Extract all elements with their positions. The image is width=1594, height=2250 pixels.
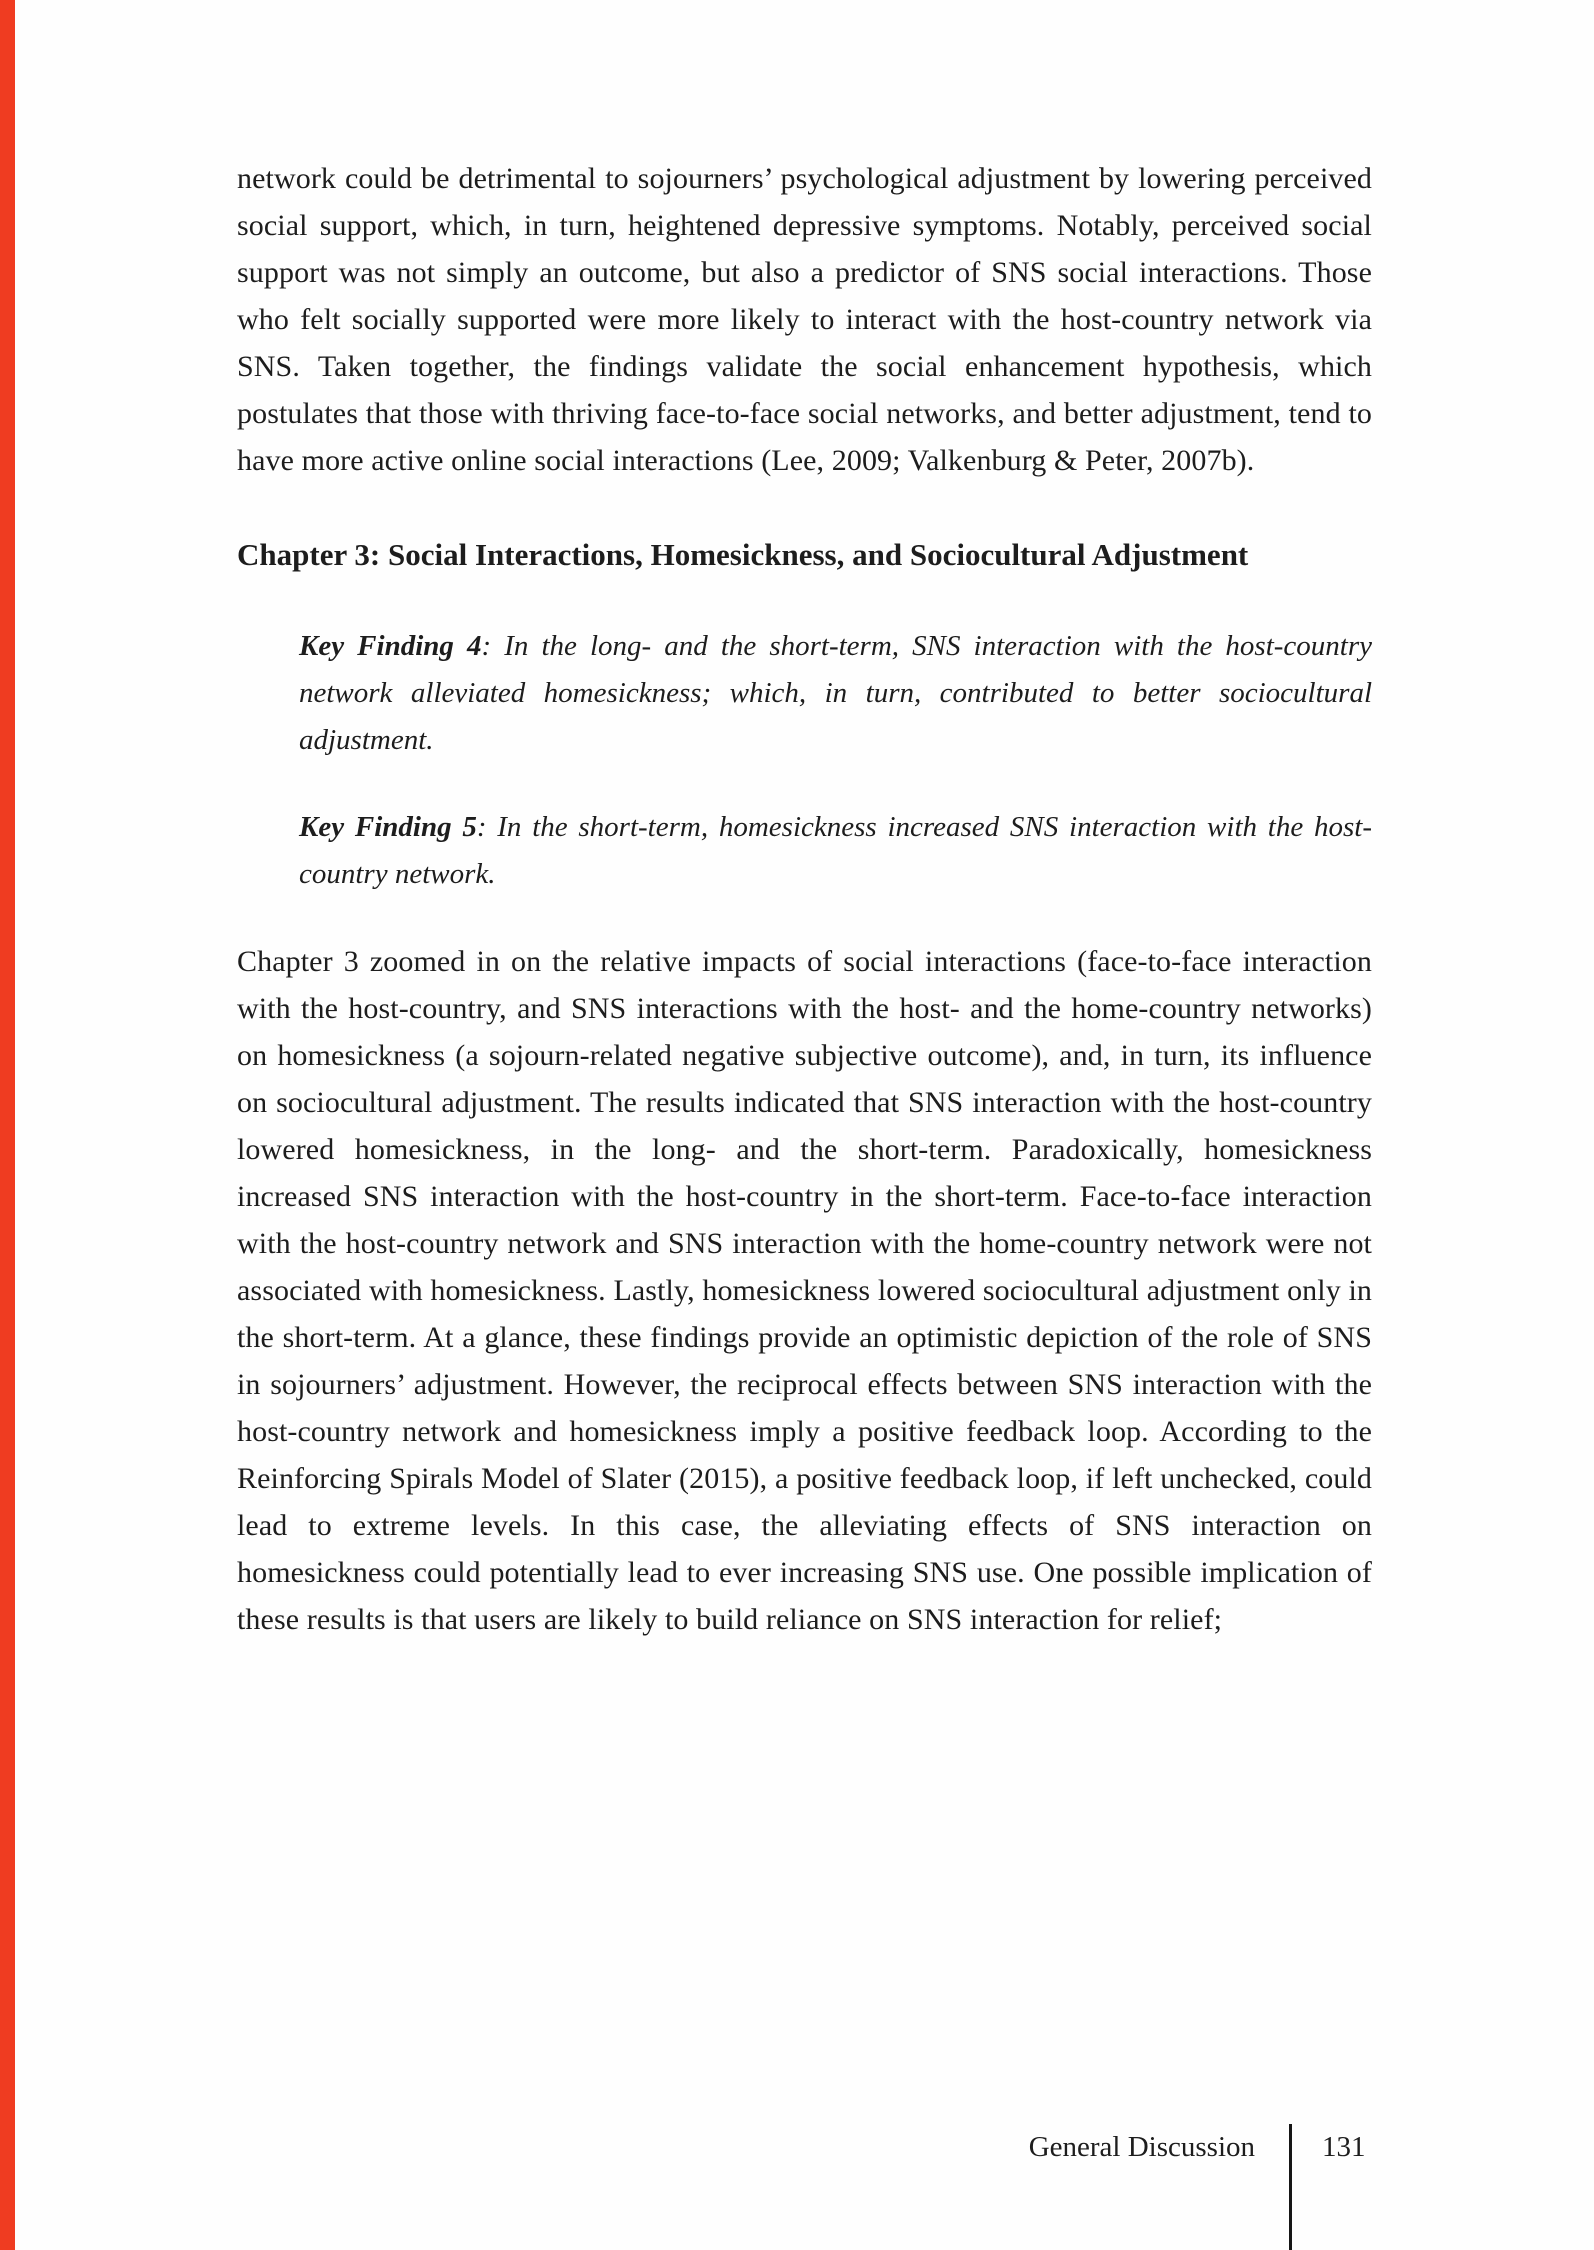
running-footer-section: General Discussion	[1028, 2131, 1255, 2163]
page-content	[237, 155, 1372, 1643]
page-number: 131	[1322, 2131, 1366, 2163]
key-finding-5-label: Key Finding 5	[299, 811, 477, 843]
key-finding-4	[299, 623, 1372, 764]
key-finding-5	[299, 804, 1372, 898]
red-spine-edge	[0, 0, 15, 2250]
paragraph-discussion: Chapter 3 zoomed in on the relative impacts of social interactions (face-to-face interaction with the host-country, and SNS interactions with the host- and the home-country networks) on homesickness (a sojourn-related negative subjective outcome), and, in turn, its influence on sociocultural adjustment. The results indicated that SNS interaction with the host-country lowered homesickness, in the long- and the short-term. Paradoxically, homesickness increased SNS interaction with the host-country in the short-term. Face-to-face interaction with the host-country network and SNS interaction with the home-country network were not associated with homesickness. Lastly, homesickness lowered sociocultural adjustment only in the short-term. At a glance, these findings provide an optimistic depiction of the role of SNS in sojourners’ adjustment. However, the reciprocal effects between SNS interaction with the host-country network and homesickness imply a positive feedback loop. According to the Reinforcing Spirals Model of Slater (2015), a positive feedback loop, if left unchecked, could lead to extreme levels. In this case, the alleviating effects of SNS interaction on homesickness could potentially lead to ever increasing SNS use. One possible implication of these results is that users are likely to build reliance on SNS interaction for relief;	[237, 945, 1372, 1636]
paragraph-continuation: network could be detrimental to sojourners’ psychological adjustment by lowering perceived social support, which, in turn, heightened depressive symptoms. Notably, perceived social support was not simply an outcome, but also a predictor of SNS social interactions. Those who felt socially supported were more likely to interact with the host-country network via SNS. Taken together, the findings validate the social enhancement hypothesis, which postulates that those with thriving face-to-face social networks, and better adjustment, tend to have more active online social interactions (Lee, 2009; Valkenburg & Peter, 2007b).	[237, 162, 1372, 477]
footer-divider-line	[1289, 2124, 1292, 2250]
page-footer	[0, 2124, 1376, 2250]
chapter-heading: Chapter 3: Social Interactions, Homesickness, and Sociocultural Adjustment	[237, 537, 1249, 572]
key-finding-4-text: : In the long- and the short-term, SNS interaction with the host-country network alleviated homesickness; which, in turn, contributed to better sociocultural adjustment.	[299, 630, 1372, 756]
key-finding-4-label: Key Finding 4	[299, 630, 482, 662]
key-finding-5-text: : In the short-term, homesickness increased SNS interaction with the host-country network.	[299, 811, 1372, 890]
